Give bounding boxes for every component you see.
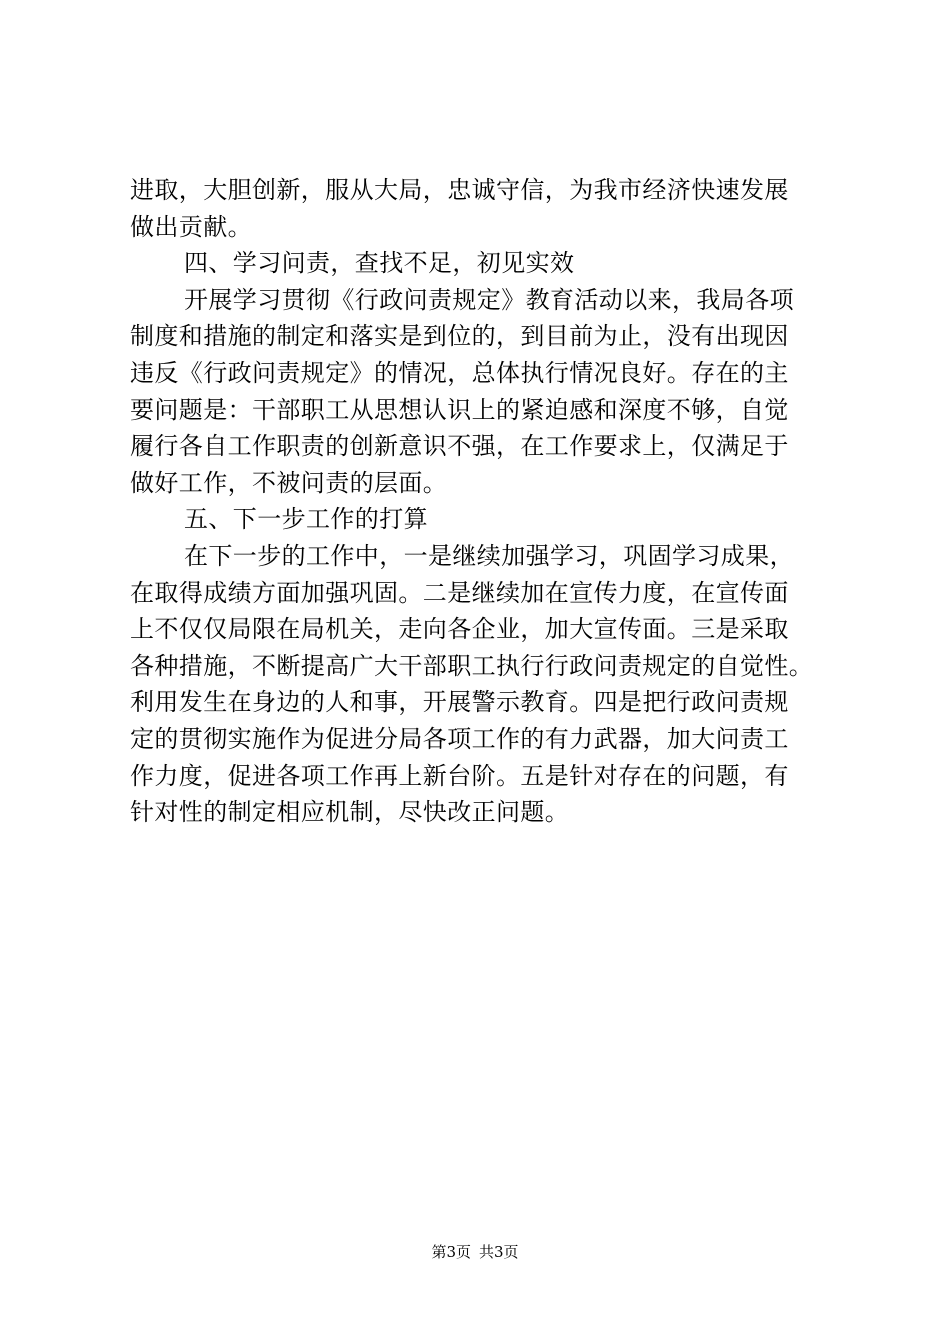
text-line: 在下一步的工作中，一是继续加强学习，巩固学习成果， [184, 541, 794, 570]
page-footer [0, 1242, 950, 1262]
text-line: 在取得成绩方面加强巩固。二是继续加在宣传力度，在宣传面 [130, 578, 789, 607]
text-line: 做好工作，不被问责的层面。 [130, 468, 448, 497]
section-heading: 四、学习问责，查找不足，初见实效 [184, 249, 575, 278]
text-line: 作力度，促进各项工作再上新台阶。五是针对存在的问题，有 [130, 761, 789, 790]
text-line: 违反《行政问责规定》的情况，总体执行情况良好。存在的主 [130, 358, 789, 387]
page-number-total: 共3页 [479, 1243, 519, 1261]
text-line: 制度和措施的制定和落实是到位的，到目前为止，没有出现因 [130, 322, 789, 351]
text-line: 做出贡献。 [130, 212, 252, 241]
document-body [130, 172, 830, 831]
text-line: 上不仅仅局限在局机关，走向各企业，加大宣传面。三是采取 [130, 615, 789, 644]
text-line: 定的贯彻实施作为促进分局各项工作的有力武器，加大问责工 [130, 724, 789, 753]
text-line: 利用发生在身边的人和事，开展警示教育。四是把行政问责规 [130, 688, 789, 717]
text-line: 开展学习贯彻《行政问责规定》教育活动以来，我局各项 [184, 285, 794, 314]
text-line: 进取，大胆创新，服从大局，忠诚守信，为我市经济快速发展 [130, 176, 789, 204]
section-heading: 五、下一步工作的打算 [184, 505, 428, 534]
text-line: 针对性的制定相应机制，尽快改正问题。 [130, 798, 570, 827]
text-line: 各种措施，不断提高广大干部职工执行行政问责规定的自觉性。 [130, 651, 814, 680]
text-line: 履行各自工作职责的创新意识不强，在工作要求上，仅满足于 [130, 432, 789, 461]
page-number-current: 第3页 [431, 1243, 471, 1261]
text-line: 要问题是：干部职工从思想认识上的紧迫感和深度不够，自觉 [130, 395, 789, 424]
